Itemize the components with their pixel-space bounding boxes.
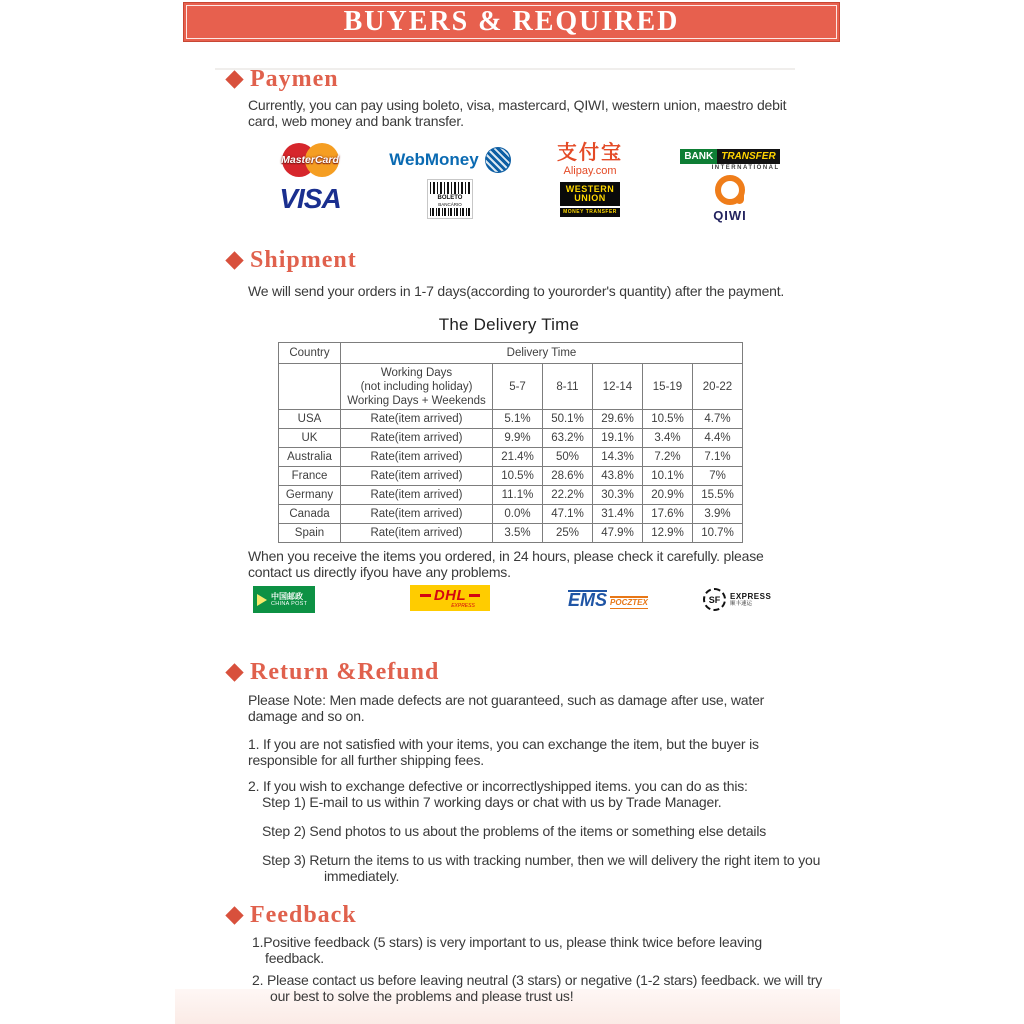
day-range-cell: 12-14	[593, 364, 643, 410]
returns-note: Please Note: Men made defects are not guaranteed, such as damage after use, water damage and so on.	[248, 692, 765, 724]
country-cell: USA	[279, 410, 341, 429]
mastercard-circles-icon	[279, 142, 341, 178]
rate-cell: 47.9%	[593, 524, 643, 543]
section-heading-feedback	[228, 902, 357, 928]
empty-cell	[279, 364, 341, 410]
wu-union-label: UNION	[574, 192, 606, 203]
payment-logos-row-1	[240, 141, 800, 179]
table-row	[279, 486, 743, 505]
sf-circle-icon	[703, 588, 726, 611]
banktransfer-transfer-label: TRANSFER	[717, 149, 779, 164]
rate-cell: 10.5%	[493, 467, 543, 486]
country-cell: France	[279, 467, 341, 486]
sf-express-label: EXPRESS	[730, 591, 772, 601]
ems-pocztex-label: POCZTEX	[610, 598, 648, 607]
rate-cell: 9.9%	[493, 429, 543, 448]
diamond-icon	[225, 906, 243, 924]
webmoney-logo	[380, 141, 520, 179]
feedback-item-2: 2. Please contact us before leaving neutral (3 stars) or negative (1-2 stars) feedback. we will try our best to solve the problems and please trust us!	[252, 972, 823, 1004]
chinapost-cn-label: 中国邮政	[271, 592, 303, 601]
rate-label-cell: Rate(item arrived)	[341, 486, 493, 505]
table-row	[279, 429, 743, 448]
boleto-barcode2-icon	[430, 208, 470, 216]
qiwi-label: QIWI	[713, 208, 747, 223]
rate-cell: 20.9%	[643, 486, 693, 505]
page-title: BUYERS & REQUIRED	[343, 6, 680, 37]
returns-step-2: Step 2) Send photos to us about the problems of the items or something else details	[262, 823, 767, 839]
ems-logo	[568, 590, 648, 609]
banktransfer-bank-label: BANK	[680, 149, 717, 164]
rate-cell: 17.6%	[643, 505, 693, 524]
country-cell: Canada	[279, 505, 341, 524]
shipment-body: We will send your orders in 1-7 days(according to yourorder's quantity) after the payment.	[248, 283, 785, 299]
returns-step-1: Step 1) E-mail to us within 7 working days or chat with us by Trade Manager.	[262, 794, 722, 810]
wu-moneytransfer-label: MONEY TRANSFER	[560, 208, 620, 217]
table-header-row	[279, 343, 743, 364]
rate-cell: 29.6%	[593, 410, 643, 429]
dhl-dash-icon	[420, 594, 431, 597]
wu-western-label: WESTERN	[565, 183, 615, 194]
rate-cell: 7%	[693, 467, 743, 486]
table-subheader-row	[279, 364, 743, 410]
payment-logos-row-2	[240, 178, 800, 223]
boleto-label: BOLETO	[437, 195, 463, 201]
diamond-icon	[225, 70, 243, 88]
rate-cell: 7.1%	[693, 448, 743, 467]
rate-cell: 11.1%	[493, 486, 543, 505]
delivery-table-title: The Delivery Time	[438, 315, 580, 334]
rate-cell: 3.4%	[643, 429, 693, 448]
rate-cell: 10.1%	[643, 467, 693, 486]
rate-cell: 22.2%	[543, 486, 593, 505]
rate-cell: 47.1%	[543, 505, 593, 524]
rate-label-cell: Rate(item arrived)	[341, 524, 493, 543]
working-days-line: Working Days + Weekends	[347, 394, 486, 407]
rate-cell: 30.3%	[593, 486, 643, 505]
sf-cn-label: 顺丰速运	[730, 600, 753, 607]
dhl-express-label: EXPRESS	[451, 602, 475, 609]
rate-cell: 4.4%	[693, 429, 743, 448]
boleto-barcode-icon	[430, 182, 470, 194]
rate-cell: 19.1%	[593, 429, 643, 448]
section-heading-returns	[228, 659, 439, 685]
day-range-cell: 20-22	[693, 364, 743, 410]
rate-cell: 25%	[543, 524, 593, 543]
working-days-line: Working Days	[380, 366, 453, 379]
chinapost-emblem-icon	[257, 594, 267, 606]
alipay-en-label: Alipay.com	[563, 165, 617, 177]
rate-cell: 15.5%	[693, 486, 743, 505]
table-row	[279, 410, 743, 429]
banktransfer-logo	[660, 141, 800, 179]
section-heading-payment	[228, 66, 339, 92]
returns-item-1: 1. If you are not satisfied with your items, you can exchange the item, but the buyer is responsible for all further shipping fees.	[248, 736, 759, 768]
rate-cell: 7.2%	[643, 448, 693, 467]
ems-label: EMS	[568, 590, 608, 610]
working-days-line: (not including holiday)	[360, 380, 473, 393]
country-header-cell: Country	[279, 343, 341, 364]
webmoney-label: WebMoney	[389, 150, 479, 169]
table-row	[279, 467, 743, 486]
rate-cell: 12.9%	[643, 524, 693, 543]
dhl-label: DHL	[433, 586, 467, 604]
working-days-cell	[341, 364, 493, 410]
rate-cell: 43.8%	[593, 467, 643, 486]
returns-item-2-intro: 2. If you wish to exchange defective or incorrectlyshipped items. you can do as this:	[248, 778, 748, 794]
feedback-item-1: 1.Positive feedback (5 stars) is very important to us, please think twice before leaving feedback.	[252, 934, 762, 966]
country-cell: Spain	[279, 524, 341, 543]
country-cell: Australia	[279, 448, 341, 467]
webmoney-globe-icon	[485, 147, 511, 173]
table-row	[279, 505, 743, 524]
qiwi-ring-icon	[715, 175, 745, 205]
country-cell: UK	[279, 429, 341, 448]
day-range-cell: 8-11	[543, 364, 593, 410]
rate-cell: 4.7%	[693, 410, 743, 429]
rate-cell: 0.0%	[493, 505, 543, 524]
boleto-logo	[380, 178, 520, 220]
visa-label: VISA	[279, 183, 341, 214]
diamond-icon	[225, 663, 243, 681]
diamond-icon	[225, 251, 243, 269]
feedback-heading-label: Feedback	[250, 902, 357, 928]
rate-cell: 50.1%	[543, 410, 593, 429]
payment-body: Currently, you can pay using boleto, visa, mastercard, QIWI, western union, maestro debit card, web money and bank transfer.	[248, 97, 787, 129]
rate-label-cell: Rate(item arrived)	[341, 467, 493, 486]
rate-label-cell: Rate(item arrived)	[341, 505, 493, 524]
rate-label-cell: Rate(item arrived)	[341, 429, 493, 448]
banktransfer-intl-label: INTERNATIONAL	[711, 165, 780, 171]
rate-cell: 63.2%	[543, 429, 593, 448]
alipay-cn-label: 支付宝	[557, 142, 623, 164]
rate-cell: 3.5%	[493, 524, 543, 543]
chinapost-en-label: CHINA POST	[271, 601, 308, 607]
delivery-time-header-cell: Delivery Time	[341, 343, 743, 364]
rate-cell: 21.4%	[493, 448, 543, 467]
rate-cell: 31.4%	[593, 505, 643, 524]
boleto-sub-label: BANCÁRIO	[438, 202, 462, 207]
alipay-logo	[520, 141, 660, 179]
country-cell: Germany	[279, 486, 341, 505]
day-range-cell: 5-7	[493, 364, 543, 410]
table-row	[279, 524, 743, 543]
visa-logo	[240, 178, 380, 220]
section-heading-shipment	[228, 247, 357, 273]
shipment-after-note: When you receive the items you ordered, in 24 hours, please check it carefully. please contact us directly ifyou have any problems.	[248, 548, 764, 580]
rate-cell: 28.6%	[543, 467, 593, 486]
sfexpress-logo	[703, 588, 771, 611]
rate-cell: 10.7%	[693, 524, 743, 543]
rate-cell: 50%	[543, 448, 593, 467]
delivery-table	[278, 342, 743, 543]
rate-cell: 10.5%	[643, 410, 693, 429]
dhl-dash-icon	[469, 594, 480, 597]
rate-cell: 5.1%	[493, 410, 543, 429]
qiwi-logo	[660, 178, 800, 223]
chinapost-logo	[253, 586, 315, 613]
banner	[183, 2, 840, 42]
westernunion-logo	[520, 178, 660, 220]
returns-heading-label: Return &Refund	[250, 659, 440, 685]
rate-cell: 14.3%	[593, 448, 643, 467]
rate-label-cell: Rate(item arrived)	[341, 448, 493, 467]
shipment-heading-label: Shipment	[250, 247, 357, 273]
sf-label: SF	[708, 594, 721, 605]
mastercard-logo	[240, 141, 380, 179]
rate-label-cell: Rate(item arrived)	[341, 410, 493, 429]
returns-step-3: Step 3) Return the items to us with tracking number, then we will delivery the right item to you immediately.	[262, 852, 821, 884]
table-row	[279, 448, 743, 467]
dhl-logo	[410, 585, 490, 611]
day-range-cell: 15-19	[643, 364, 693, 410]
payment-heading-label: Paymen	[250, 66, 339, 92]
rate-cell: 3.9%	[693, 505, 743, 524]
mastercard-label: MasterCard	[281, 154, 339, 166]
